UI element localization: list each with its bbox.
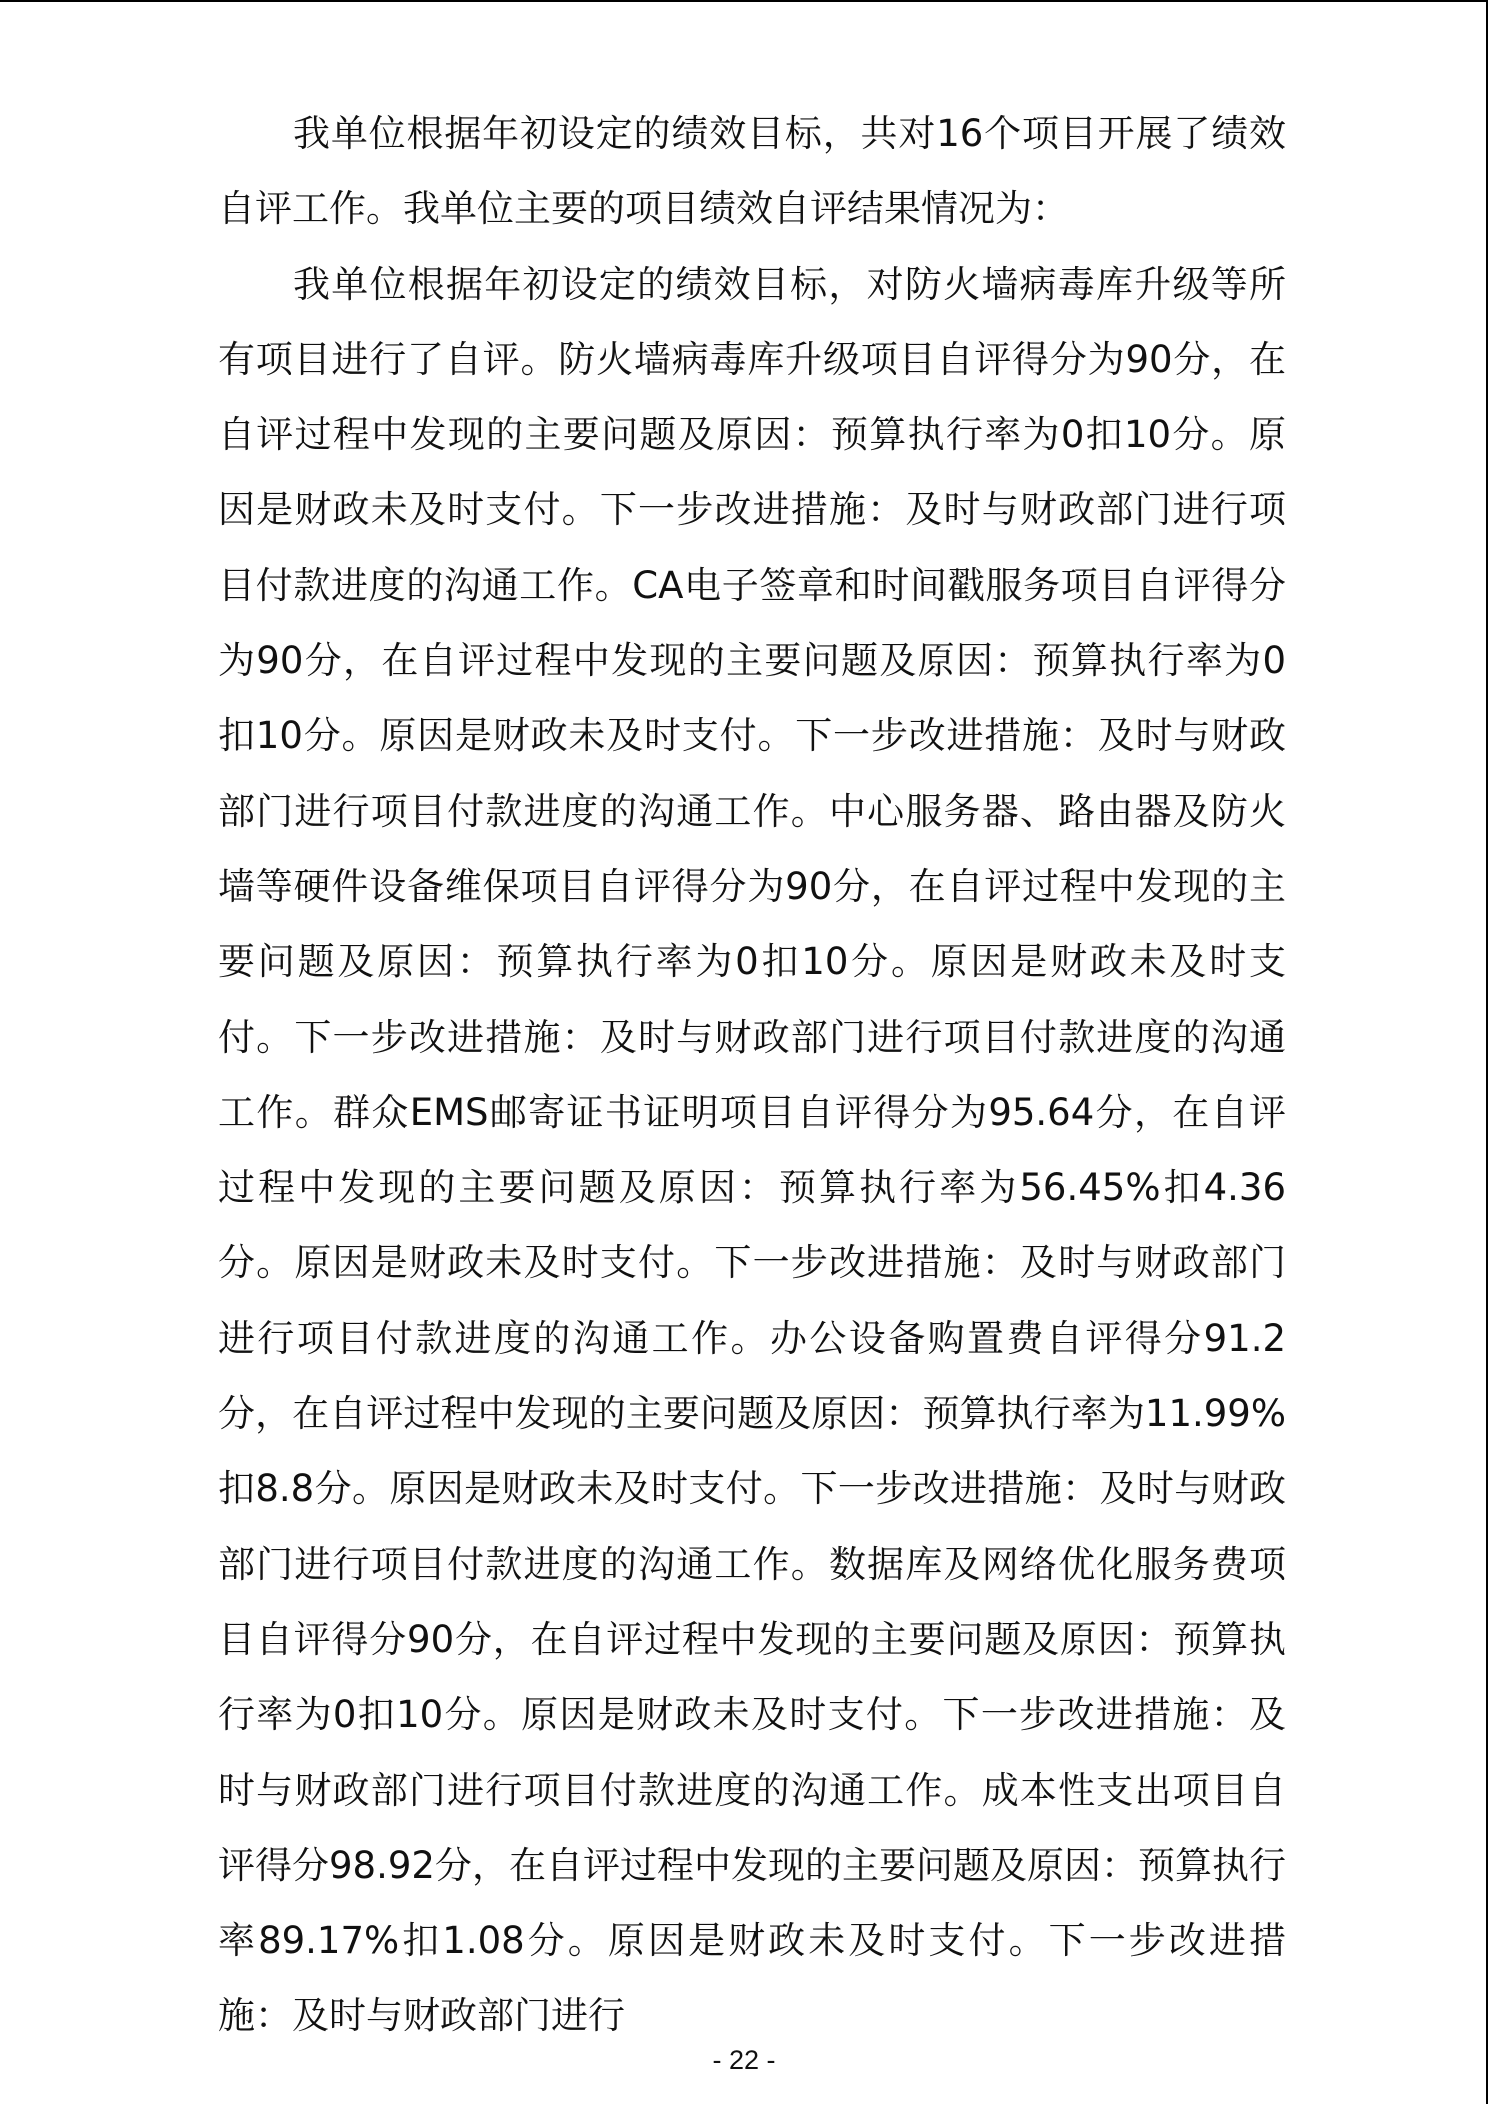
paragraph-project-results: 我单位根据年初设定的绩效目标，对防火墙病毒库升级等所有项目进行了自评。防火墙病毒库升级项目自评得分为90分，在自评过程中发现的主要问题及原因：预算执行率为0扣10分。原因是财政未及时支付。下一步改进措施：及时与财政部门进行项目付款进度的沟通工作。CA电子签章和时间戳服务项目自评得分为90分，在自评过程中发现的主要问题及原因：预算执行率为0扣10分。原因是财政未及时支付。下一步改进措施：及时与财政部门进行项目付款进度的沟通工作。中心服务器、路由器及防火墙等硬件设备维保项目自评得分为90分，在自评过程中发现的主要问题及原因：预算执行率为0扣10分。原因是财政未及时支付。下一步改进措施：及时与财政部门进行项目付款进度的沟通工作。群众EMS邮寄证书证明项目自评得分为95.64分，在自评过程中发现的主要问题及原因：预算执行率为56.45%扣4.36分。原因是财政未及时支付。下一步改进措施：及时与财政部门进行项目付款进度的沟通工作。办公设备购置费自评得分91.2分，在自评过程中发现的主要问题及原因：预算执行率为11.99%扣8.8分。原因是财政未及时支付。下一步改进措施：及时与财政部门进行项目付款进度的沟通工作。数据库及网络优化服务费项目自评得分90分，在自评过程中发现的主要问题及原因：预算执行率为0扣10分。原因是财政未及时支付。下一步改进措施：及时与财政部门进行项目付款进度的沟通工作。成本性支出项目自评得分98.92分，在自评过程中发现的主要问题及原因：预算执行率89.17%扣1.08分。原因是财政未及时支付。下一步改进措施：及时与财政部门进行 bbox=[218, 262, 1286, 2038]
document-body bbox=[218, 96, 1286, 2054]
paragraph-intro: 我单位根据年初设定的绩效目标，共对16个项目开展了绩效自评工作。我单位主要的项目绩效自评结果情况为： bbox=[218, 112, 1286, 231]
page-border-top bbox=[0, 0, 1488, 2]
page-number: - 22 - bbox=[712, 2045, 776, 2075]
